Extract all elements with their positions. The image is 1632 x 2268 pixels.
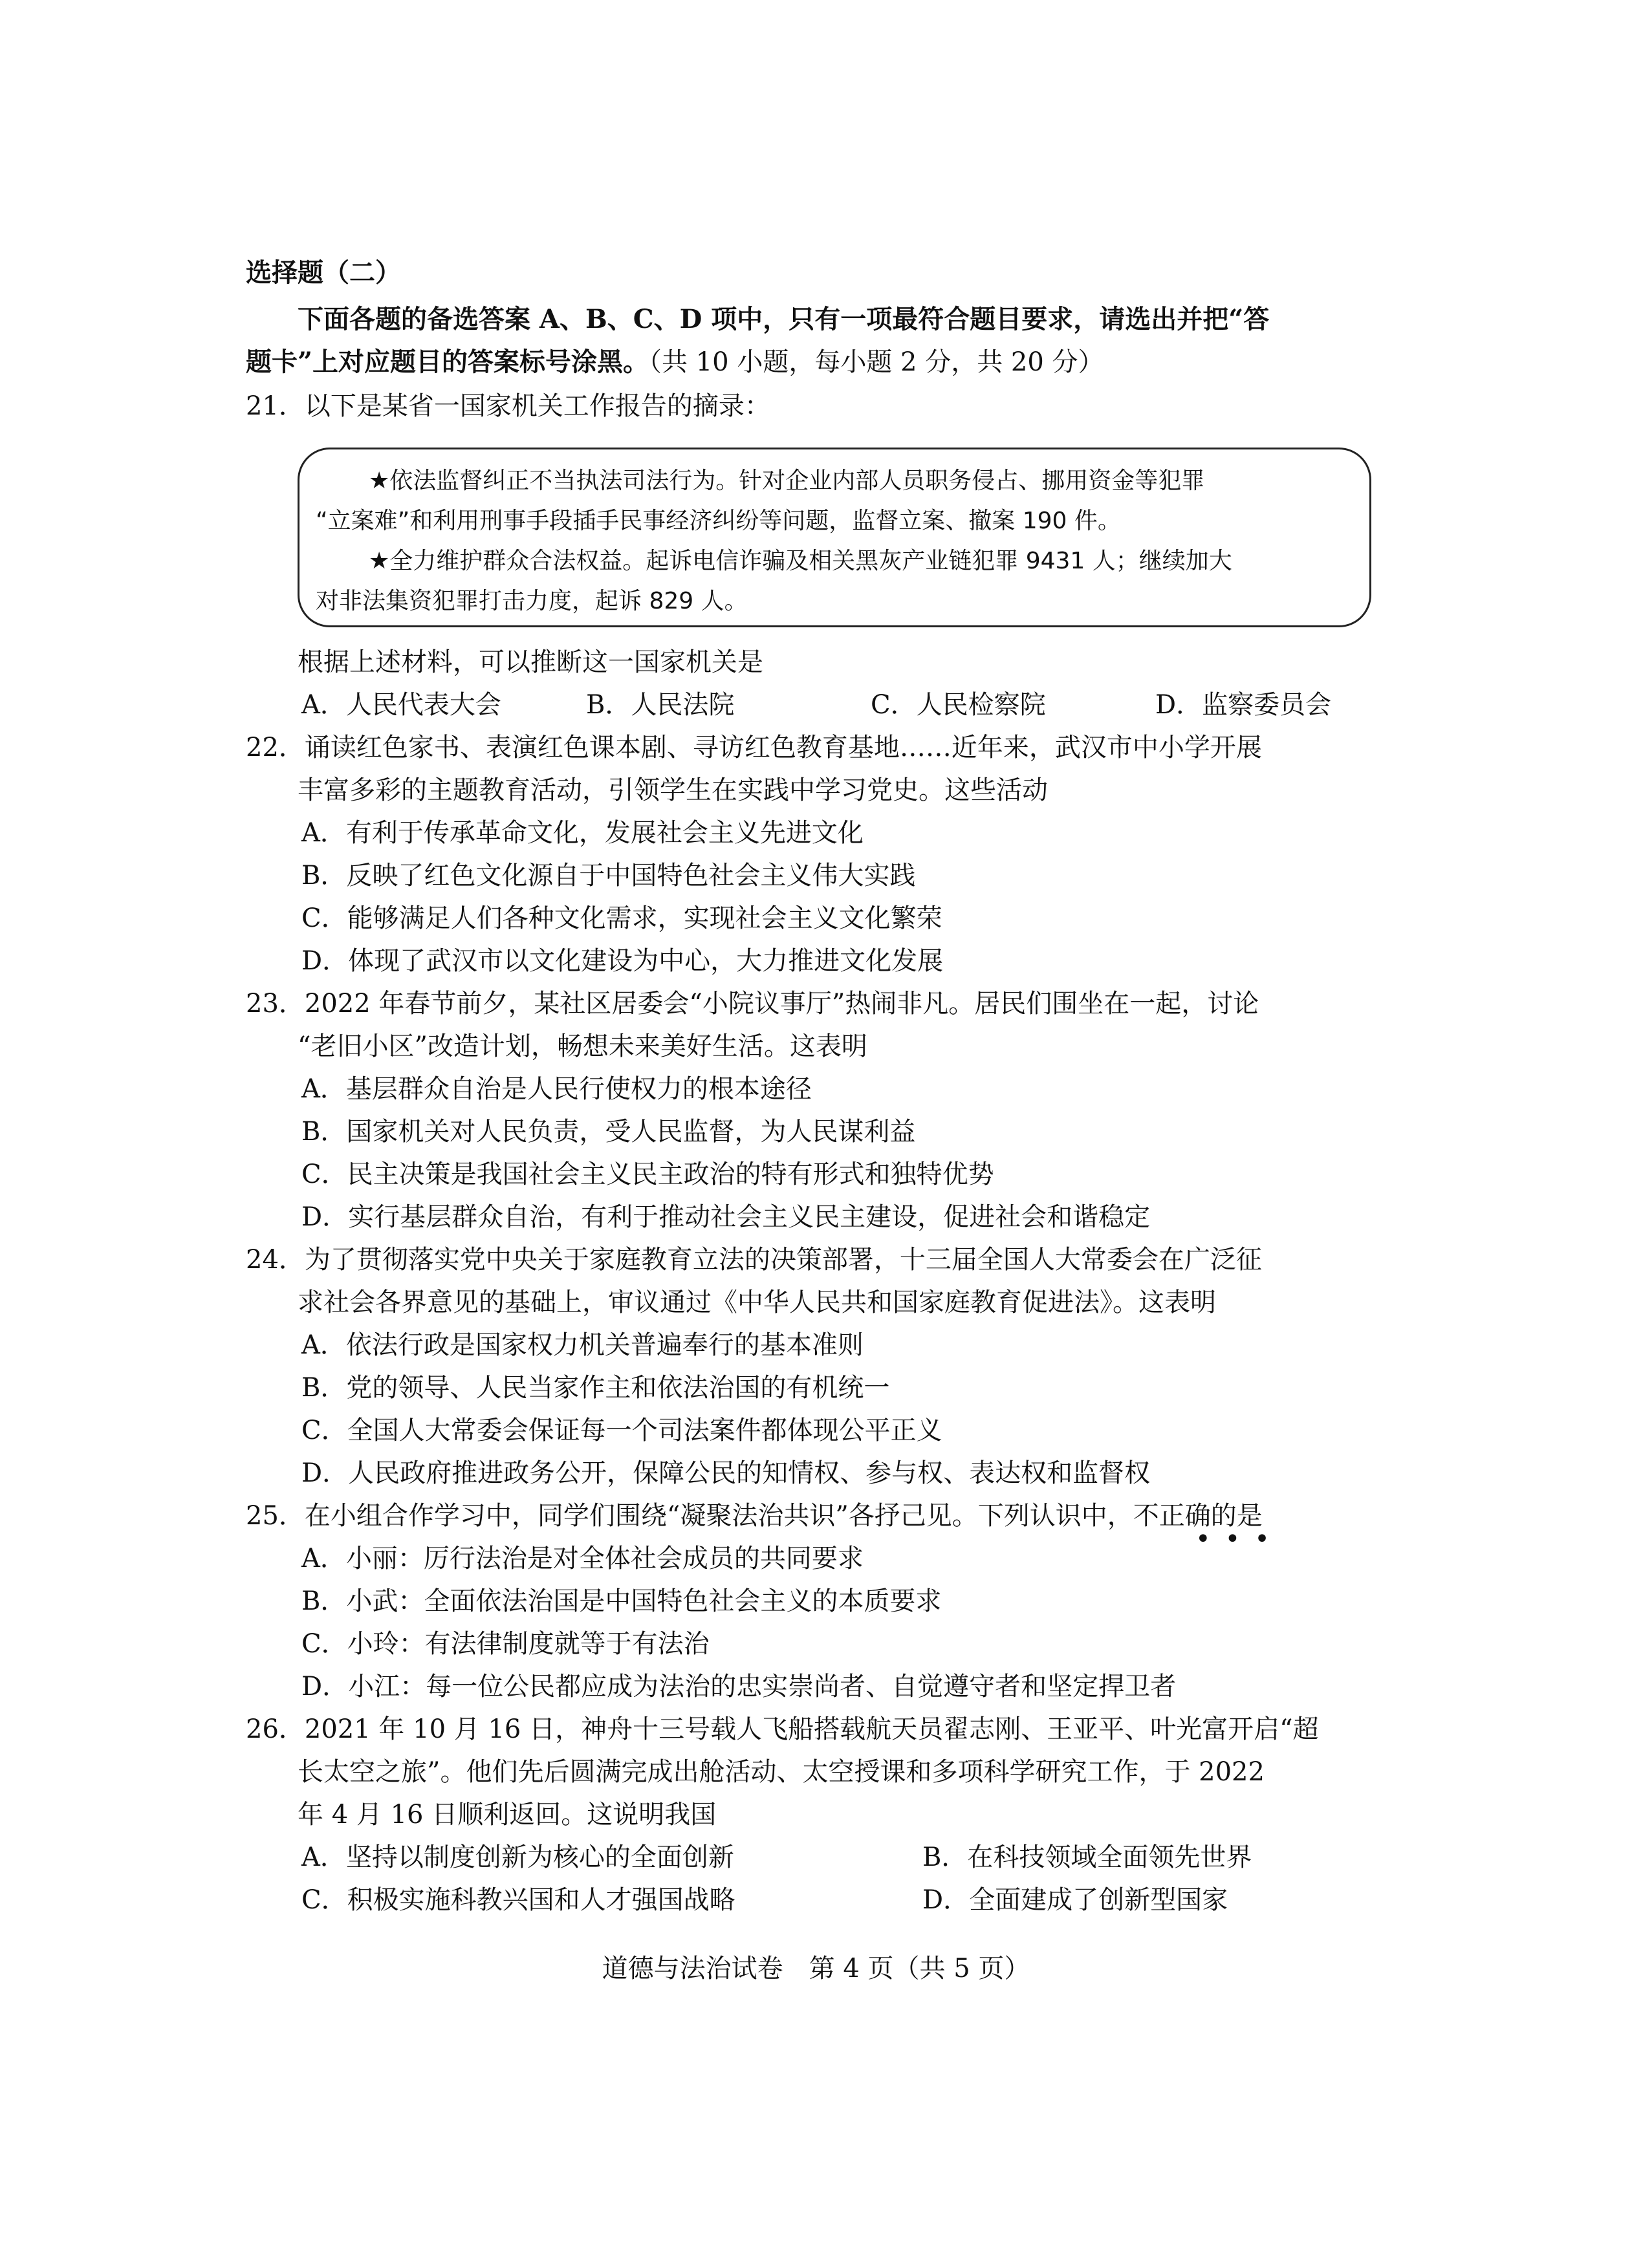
q22-option-b: B．反映了红色文化源自于中国特色社会主义伟大实践 [301,861,916,891]
q22-stem-line: 22．诵读红色家书、表演红色课本剧、寻访红色教育基地……近年来，武汉市中小学开展 [246,733,1262,762]
q26-stem-line: 年 4 月 16 日顺利返回。这说明我国 [298,1800,717,1830]
section-title: 选择题（二） [246,257,401,288]
q23-option-d: D．实行基层群众自治，有利于推动社会主义民主建设，促进社会和谐稳定 [301,1202,1151,1232]
q21-follow: 根据上述材料，可以推断这一国家机关是 [298,647,763,677]
q23-option-c: C．民主决策是我国社会主义民主政治的特有形式和独特优势 [301,1160,994,1189]
q22-option-a: A．有利于传承革命文化，发展社会主义先进文化 [301,818,864,848]
instruction-scoring: （共 10 小题，每小题 2 分，共 20 分） [649,347,1104,377]
q24-option-d: D．人民政府推进政务公开，保障公民的知情权、参与权、表达权和监督权 [301,1458,1151,1488]
q21-stem: 21．以下是某省一国家机关工作报告的摘录： [246,391,770,421]
q21-excerpt-line: ★依法监督纠正不当执法司法行为。针对企业内部人员职务侵占、挪用资金等犯罪 [369,468,1205,494]
q26-option-b: B．在科技领域全面领先世界 [922,1842,1252,1872]
page-footer: 道德与法治试卷 第 4 页（共 5 页） [602,1954,1030,1983]
instruction-line-2 [246,345,1104,379]
q25-emphasis-dots: ••• [1195,1524,1284,1554]
q25-option-b: B．小武：全面依法治国是中国特色社会主义的本质要求 [301,1586,942,1616]
q24-option-a: A．依法行政是国家权力机关普遍奉行的基本准则 [301,1330,864,1360]
q24-option-b: B．党的领导、人民当家作主和依法治国的有机统一 [301,1373,890,1403]
q24-stem-line: 24．为了贯彻落实党中央关于家庭教育立法的决策部署，十三届全国人大常委会在广泛征 [246,1245,1262,1275]
q21-option-a: A．人民代表大会 [301,690,501,720]
instruction-line-2-bold: 题卡”上对应题目的答案标号涂黑。 [246,347,649,377]
q25-option-c: C．小玲：有法律制度就等于有法治 [301,1629,710,1659]
q24-option-c: C．全国人大常委会保证每一个司法案件都体现公平正义 [301,1416,942,1445]
q22-option-d: D．体现了武汉市以文化建设为中心，大力推进文化发展 [301,946,944,976]
q26-option-d: D．全面建成了创新型国家 [922,1885,1228,1915]
q21-excerpt-line: 对非法集资犯罪打击力度，起诉 829 人。 [316,588,748,614]
q23-option-b: B．国家机关对人民负责，受人民监督，为人民谋利益 [301,1117,916,1147]
instruction-line-1: 下面各题的备选答案 A、B、C、D 项中，只有一项最符合题目要求，请选出并把“答 [298,304,1270,334]
q21-option-c: C．人民检察院 [871,690,1046,720]
q21-option-b: B．人民法院 [586,690,735,720]
q25-option-a: A．小丽：厉行法治是对全体社会成员的共同要求 [301,1544,864,1573]
q21-option-d: D．监察委员会 [1155,690,1332,720]
q24-stem-line: 求社会各界意见的基础上，审议通过《中华人民共和国家庭教育促进法》。这表明 [298,1288,1216,1317]
q23-stem-line: “老旧小区”改造计划，畅想未来美好生活。这表明 [298,1031,867,1061]
q22-option-c: C．能够满足人们各种文化需求，实现社会主义文化繁荣 [301,903,942,933]
q21-excerpt-line: “立案难”和利用刑事手段插手民事经济纠纷等问题，监督立案、撤案 190 件。 [316,508,1121,534]
q22-stem-line: 丰富多彩的主题教育活动，引领学生在实践中学习党史。这些活动 [298,775,1048,805]
q26-stem-line: 26．2021 年 10 月 16 日，神舟十三号载人飞船搭载航天员翟志刚、王亚平、叶光富开启“超 [246,1714,1319,1744]
q26-option-c: C．积极实施科教兴国和人才强国战略 [301,1885,735,1915]
q26-option-a: A．坚持以制度创新为核心的全面创新 [301,1842,734,1872]
q23-option-a: A．基层群众自治是人民行使权力的根本途径 [301,1074,812,1104]
q25-option-d: D．小江：每一位公民都应成为法治的忠实崇尚者、自觉遵守者和坚定捍卫者 [301,1672,1177,1701]
q25-stem: 25．在小组合作学习中，同学们围绕“凝聚法治共识”各抒己见。下列认识中，不正确的是 [246,1501,1263,1531]
q23-stem-line: 23．2022 年春节前夕，某社区居委会“小院议事厅”热闹非凡。居民们围坐在一起，讨论 [246,989,1259,1019]
q21-excerpt-line: ★全力维护群众合法权益。起诉电信诈骗及相关黑灰产业链犯罪 9431 人；继续加大 [369,548,1232,574]
q26-stem-line: 长太空之旅”。他们先后圆满完成出舱活动、太空授课和多项科学研究工作，于 2022 [298,1757,1265,1787]
